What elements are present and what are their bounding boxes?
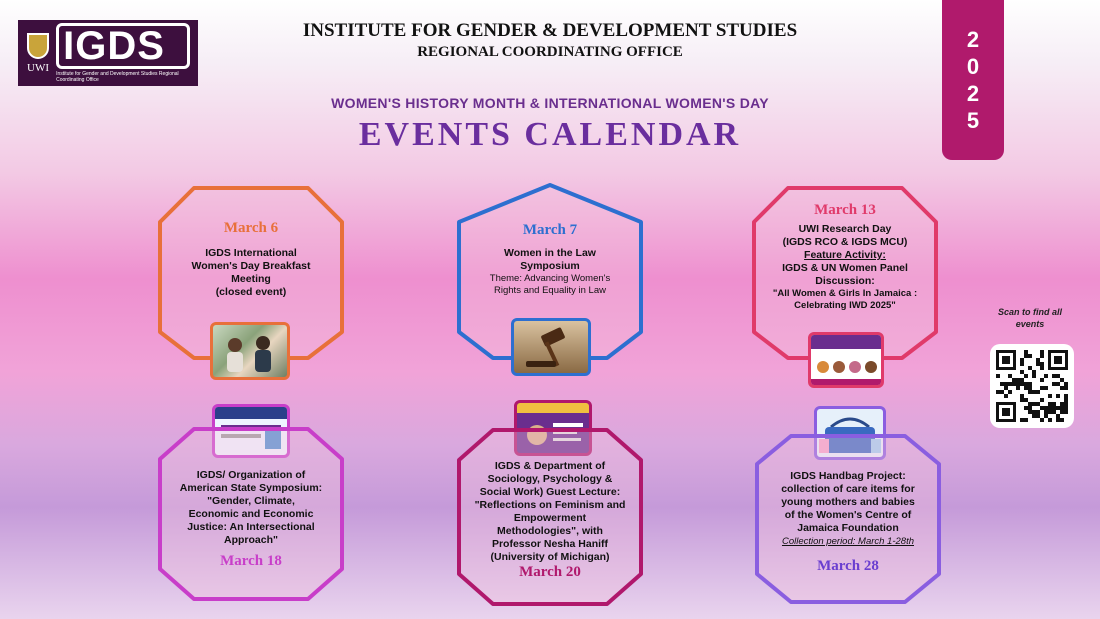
- qr-code[interactable]: [990, 344, 1074, 428]
- page-title: EVENTS CALENDAR: [358, 116, 742, 153]
- event-line: young mothers and babies: [781, 496, 915, 508]
- feature-activity-label: Feature Activity:: [804, 249, 886, 261]
- event-photo-breakfast: [210, 322, 290, 380]
- year-digit: 5: [966, 108, 980, 133]
- event-line: IGDS Handbag Project:: [790, 470, 906, 482]
- event-line: Approach": [224, 534, 278, 546]
- event-card-march-28: [753, 432, 943, 608]
- event-line: collection of care items for: [781, 483, 915, 495]
- event-line: IGDS International: [205, 247, 297, 259]
- year-tab: [942, 0, 1004, 160]
- qr-code-icon: [996, 350, 1068, 422]
- event-date: March 6: [223, 220, 279, 236]
- event-title-line: Symposium: [520, 260, 580, 272]
- collection-period: Collection period: March 1-28th: [781, 536, 914, 547]
- qr-label-line: events: [1015, 319, 1045, 329]
- event-line: "Reflections on Feminism and: [474, 499, 626, 511]
- event-line: "Gender, Climate,: [207, 495, 295, 507]
- year-digit: 2: [966, 27, 980, 52]
- event-date: March 20: [519, 564, 581, 580]
- event-line: American State Symposium:: [179, 482, 323, 494]
- event-quote-line: Celebrating IWD 2025": [794, 300, 896, 311]
- event-date: March 13: [814, 202, 876, 218]
- event-line: Social Work) Guest Lecture:: [479, 486, 621, 498]
- event-line: Methodologies", with: [497, 525, 603, 537]
- year-digit: 0: [966, 54, 980, 79]
- qr-label: [980, 306, 1080, 330]
- event-card-march-20: [455, 426, 645, 610]
- event-line: IGDS & UN Women Panel: [782, 262, 908, 274]
- event-line: IGDS & Department of: [494, 460, 606, 472]
- event-line: Jamaica Foundation: [797, 522, 899, 534]
- event-line: (University of Michigan): [490, 551, 610, 563]
- logo-subtitle: Institute for Gender and Development Studies Regional Coordinating Office: [56, 71, 179, 83]
- event-line: Justice: An Intersectional: [187, 521, 315, 533]
- year-digit: 2: [966, 81, 980, 106]
- event-line: (IGDS RCO & IGDS MCU): [782, 236, 908, 248]
- event-flyer-panel: [808, 332, 884, 388]
- event-card-march-18: [156, 425, 346, 605]
- flyer-icon: [811, 335, 881, 385]
- event-photo-gavel: [511, 318, 591, 376]
- event-date: March 18: [220, 553, 282, 569]
- institute-subtitle: REGIONAL COORDINATING OFFICE: [417, 44, 683, 60]
- event-date: March 28: [817, 558, 879, 574]
- qr-label-line: Scan to find all: [997, 307, 1062, 317]
- gavel-icon: [514, 321, 588, 373]
- event-line: Sociology, Psychology &: [487, 473, 613, 485]
- event-subtitle: WOMEN'S HISTORY MONTH & INTERNATIONAL WOMEN'S DAY: [331, 95, 769, 111]
- event-line: Empowerment: [513, 512, 587, 524]
- event-line: IGDS/ Organization of: [196, 469, 306, 481]
- event-theme-line: Theme: Advancing Women's: [489, 273, 611, 284]
- event-line: Economic and Economic: [188, 508, 314, 520]
- event-line: Discussion:: [815, 275, 875, 287]
- event-line: Women's Day Breakfast: [191, 260, 311, 272]
- event-theme-line: Rights and Equality in Law: [494, 285, 606, 296]
- institute-title: INSTITUTE FOR GENDER & DEVELOPMENT STUDIES: [302, 20, 798, 41]
- event-title-line: Women in the Law: [504, 247, 596, 259]
- logo-uwi-text: UWI: [27, 61, 50, 74]
- event-line: Meeting: [231, 273, 271, 285]
- event-line: UWI Research Day: [798, 223, 892, 235]
- event-quote-line: "All Women & Girls In Jamaica :: [772, 288, 918, 299]
- event-date: March 7: [522, 222, 578, 238]
- event-line: (closed event): [215, 286, 287, 298]
- event-line: Professor Nesha Haniff: [491, 538, 609, 550]
- people-photo-icon: [213, 325, 287, 377]
- logo-igds-text: IGDS: [56, 23, 190, 69]
- event-line: of the Women's Centre of: [784, 509, 912, 521]
